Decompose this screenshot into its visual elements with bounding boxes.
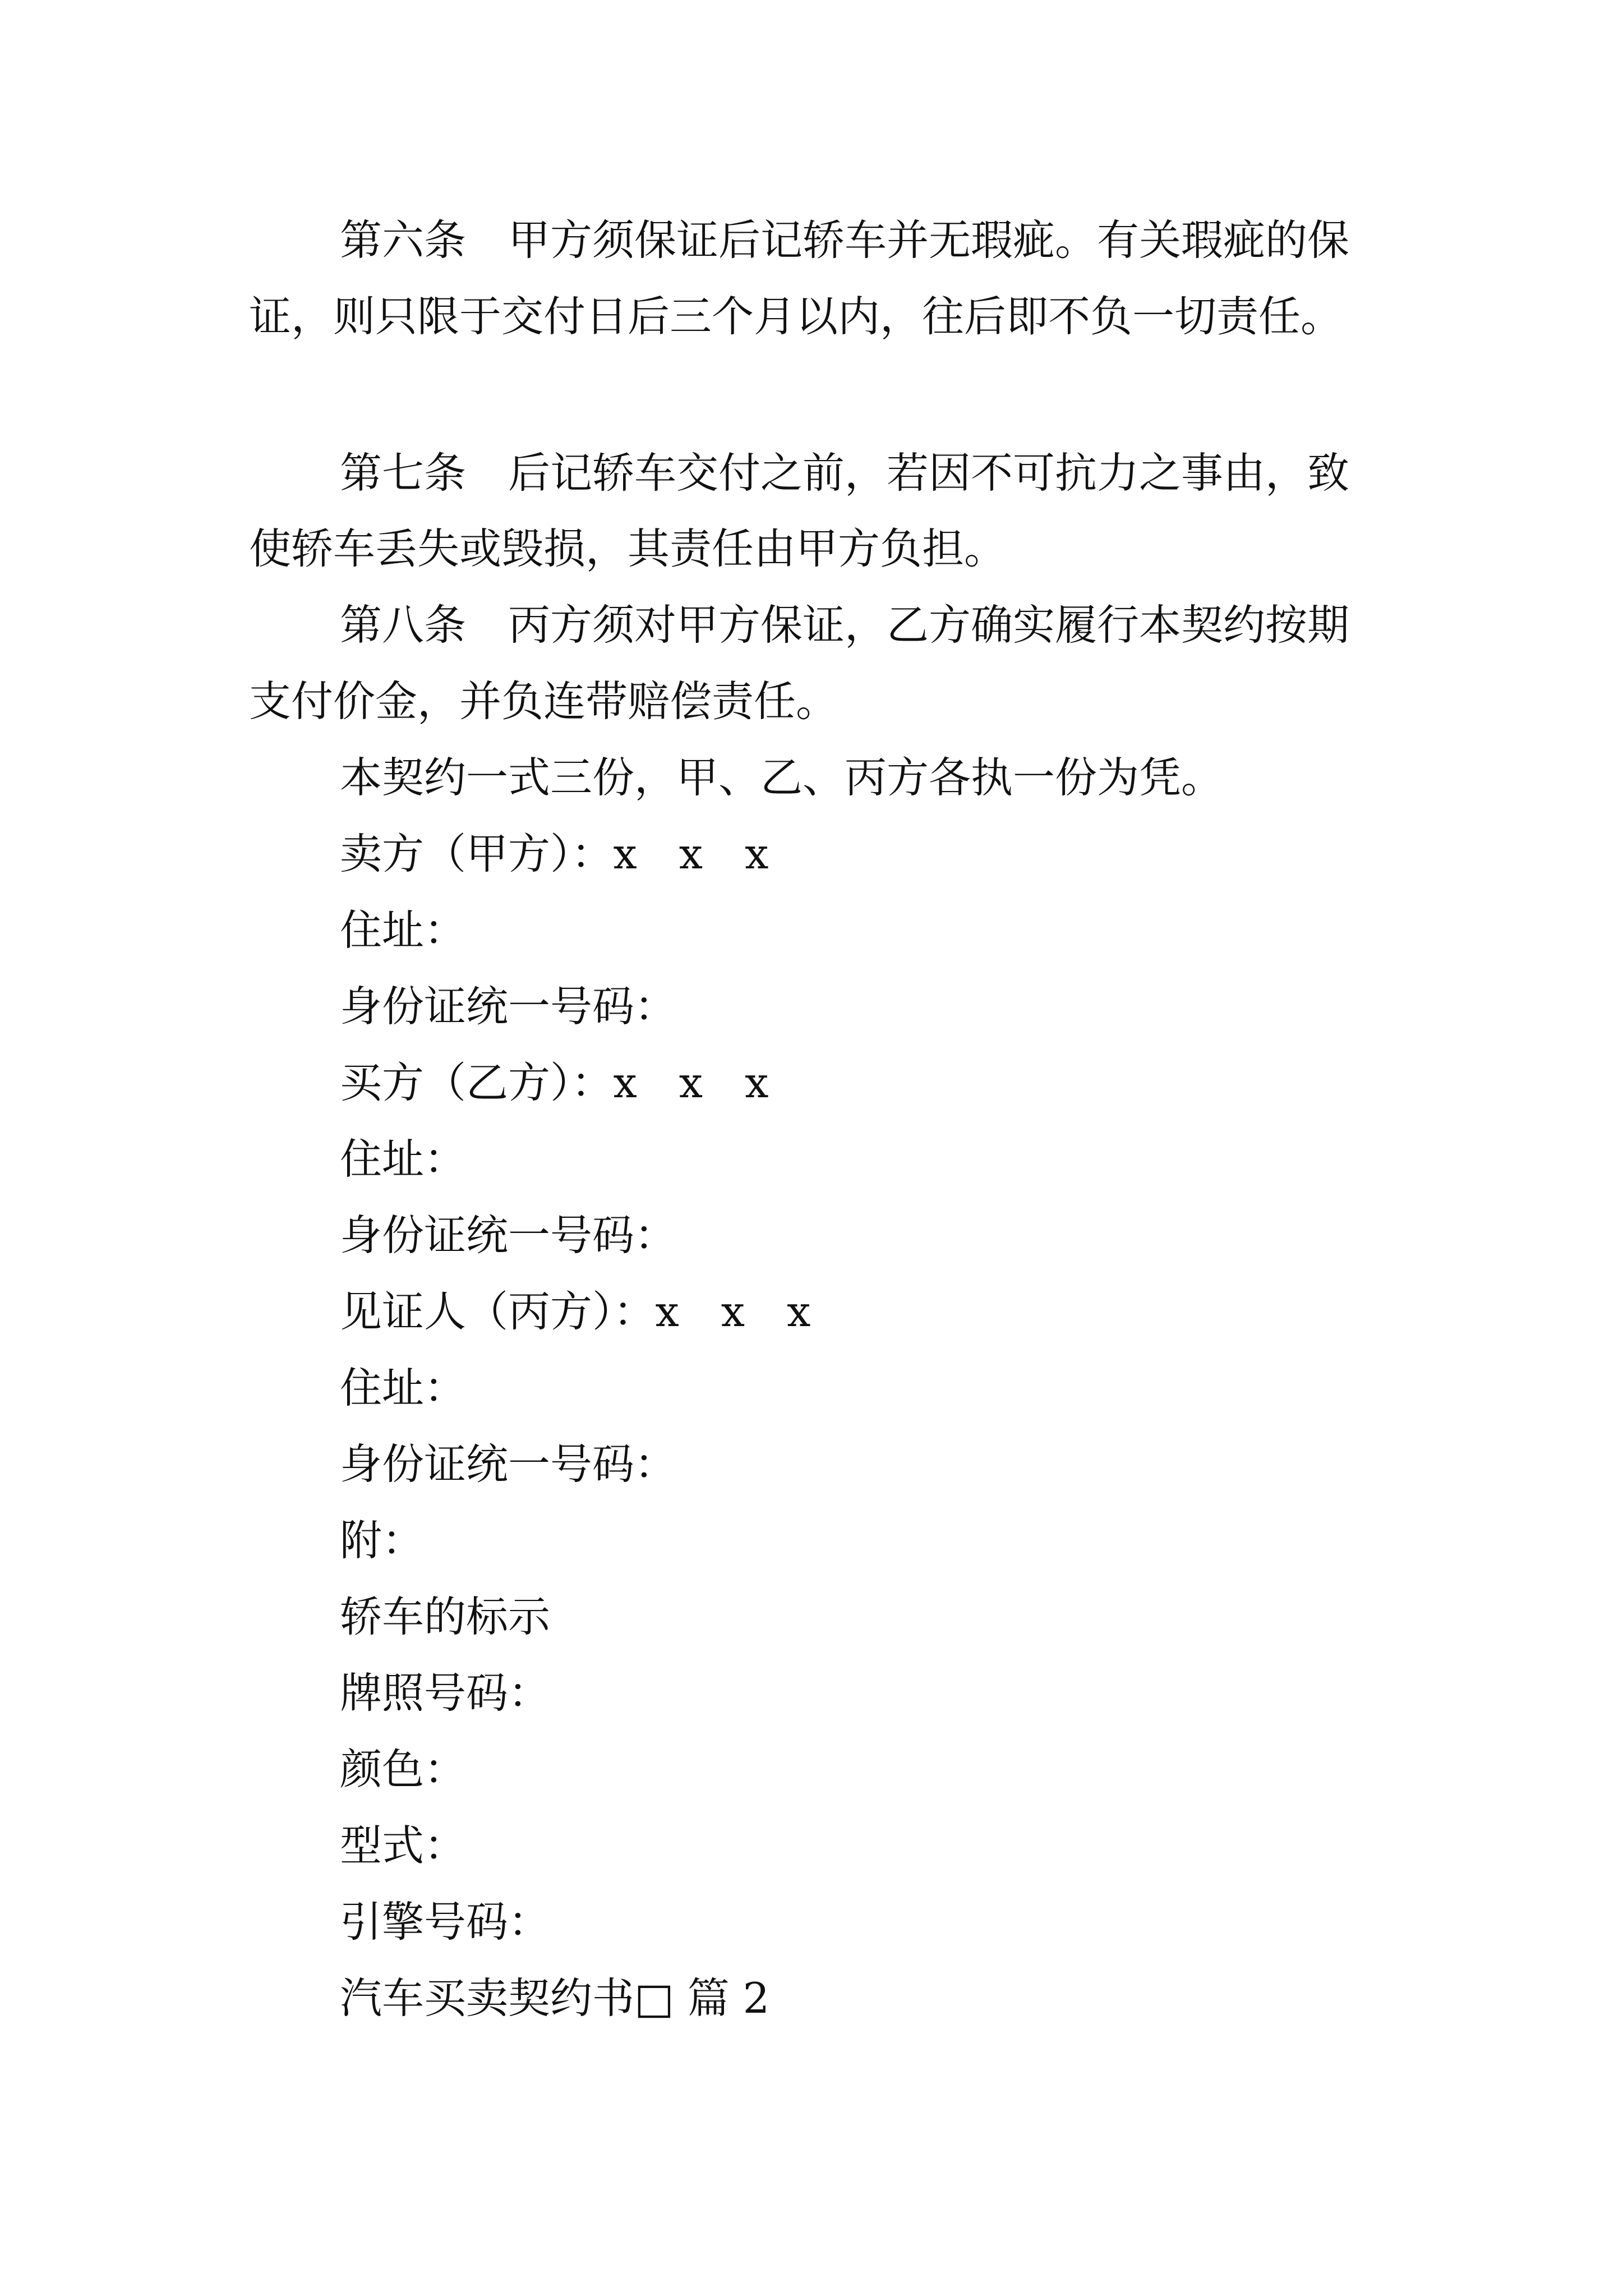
party-seller-label: 卖方（甲方）：x x x — [340, 829, 769, 878]
appendix-color: 颜色： — [340, 1745, 467, 1794]
party-buyer-address: 住址： — [340, 1134, 467, 1184]
article-8-line-2: 支付价金，并负连带赔偿责任。 — [249, 677, 838, 726]
party-buyer-label: 买方（乙方）：x x x — [340, 1058, 769, 1107]
party-witness-address: 住址： — [340, 1363, 467, 1412]
party-buyer-id: 身份证统一号码： — [340, 1211, 677, 1260]
article-8-line-1: 第八条 丙方须对甲方保证，乙方确实履行本契约按期 — [340, 600, 1350, 650]
party-seller-address: 住址： — [340, 905, 467, 955]
appendix-engine: 引擎号码： — [340, 1897, 551, 1947]
article-6-line-2: 证，则只限于交付日后三个月以内，往后即不负一切责任。 — [249, 292, 1343, 341]
article-7-line-2: 使轿车丢失或毁损，其责任由甲方负担。 — [249, 524, 1007, 573]
copies-clause: 本契约一式三份，甲、乙、丙方各执一份为凭。 — [340, 753, 1224, 802]
article-6-line-1: 第六条 甲方须保证后记轿车并无瑕疵。有关瑕疵的保 — [340, 215, 1350, 265]
party-witness-id: 身份证统一号码： — [340, 1439, 677, 1489]
appendix-title: 附： — [340, 1516, 425, 1565]
appendix-plate: 牌照号码： — [340, 1668, 551, 1718]
appendix-vehicle-heading: 轿车的标示 — [340, 1592, 551, 1641]
appendix-model: 型式： — [340, 1821, 467, 1870]
party-seller-id: 身份证统一号码： — [340, 982, 677, 1031]
next-section-title: 汽车买卖契约书□ 篇 2 — [340, 1973, 770, 2023]
document-body — [249, 0, 1393, 2023]
article-7-line-1: 第七条 后记轿车交付之前，若因不可抗力之事由，致 — [340, 448, 1350, 498]
party-witness-label: 见证人（丙方）：x x x — [340, 1287, 811, 1336]
